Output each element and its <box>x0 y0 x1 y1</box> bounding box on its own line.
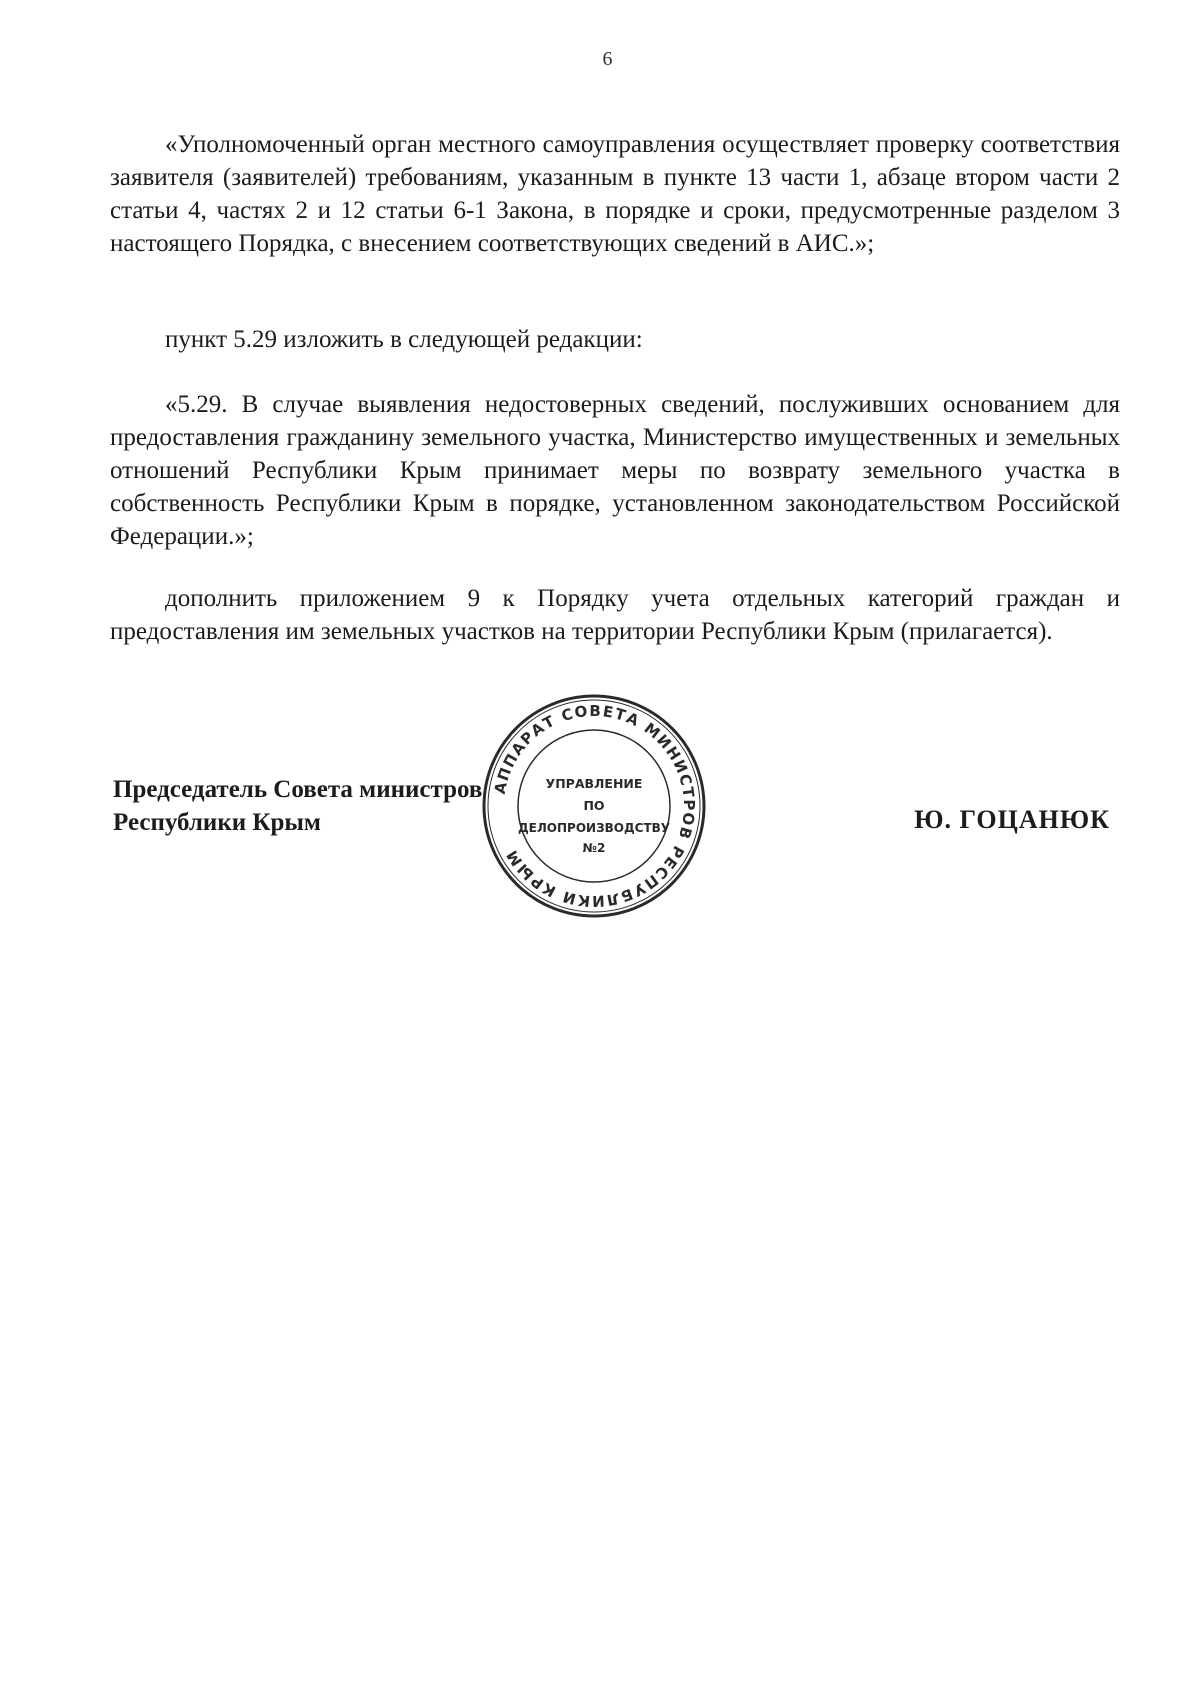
paragraph-appendix-9: дополнить приложением 9 к Порядку учета отдельных категорий граждан и предоставления им земельных участков на территории Республики Крым (прилагается). <box>110 585 1120 645</box>
signature-position-line1: Председатель Совета министров <box>113 776 483 803</box>
seal-line-2: ПО <box>583 798 605 813</box>
seal-line-1: УПРАВЛЕНИЕ <box>545 776 643 791</box>
paragraph-authorized-body: «Уполномоченный орган местного самоуправления осуществляет проверку соответствия заявителя (заявителей) требованиям, указанным в пункте 13 части 1, абзаце втором части 2 статьи 4, частях 2 и 12 статьи 6-1 Закона, в порядке и сроки, предусмотренные разделом 3 настоящего Порядка, с внесением соответствующих сведений в АИС.»; <box>110 131 1120 257</box>
seal-graphic <box>478 690 710 922</box>
signature-position <box>113 773 482 839</box>
signature-position-line2: Республики Крым <box>113 809 321 836</box>
paragraph-item-5-29-intro: пункт 5.29 изложить в следующей редакции: <box>165 326 643 353</box>
paragraph-item-5-29: «5.29. В случае выявления недостоверных сведений, послуживших основанием для предоставления гражданину земельного участка, Министерство имущественных и земельных отношений Республики Крым принимает меры по возврату земельного участка в собственность Республики Крым в порядке, установленном законодательством Российской Федерации.»; <box>110 391 1120 550</box>
signature-name: Ю. ГОЦАНЮК <box>914 805 1110 834</box>
official-seal <box>478 690 710 922</box>
seal-ring-text: АППАРАТ СОВЕТА МИНИСТРОВ РЕСПУБЛИКИ КРЫМ <box>490 701 699 911</box>
seal-line-4: №2 <box>582 841 606 855</box>
seal-line-3: ДЕЛОПРОИЗВОДСТВУ <box>517 821 671 835</box>
page-number: 6 <box>602 48 613 70</box>
